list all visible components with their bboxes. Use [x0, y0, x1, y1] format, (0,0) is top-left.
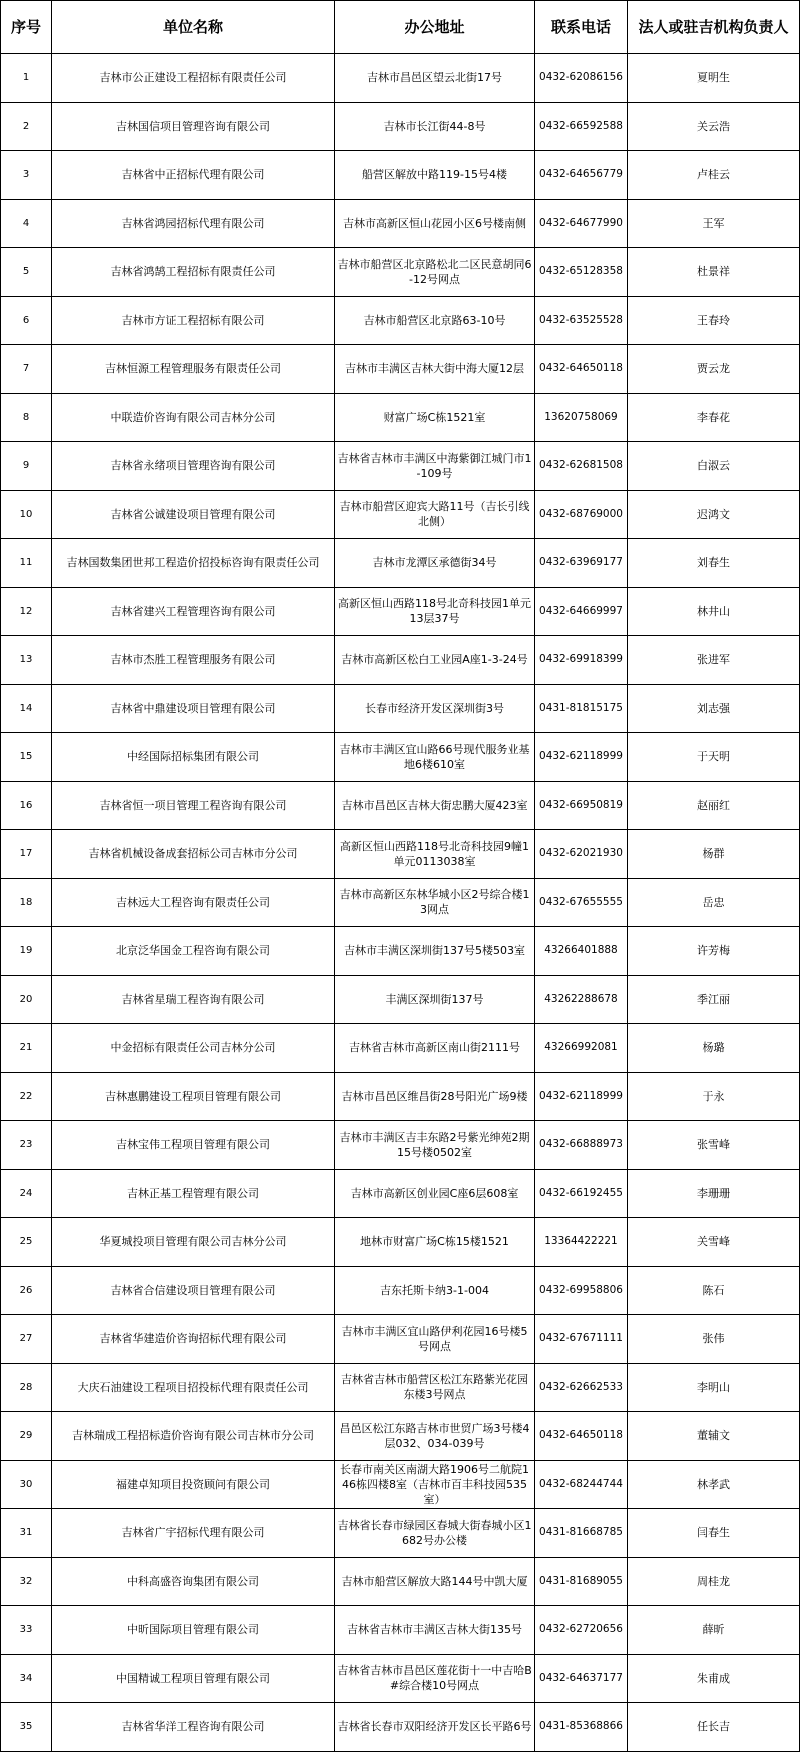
phone-cell: 0432-64656779	[535, 151, 628, 200]
company-name-cell: 吉林宝伟工程项目管理有限公司	[52, 1121, 335, 1170]
table-row	[1, 490, 800, 539]
office-address-cell: 吉林市船营区迎宾大路11号（吉长引线北侧）	[335, 490, 535, 539]
seq-cell: 15	[1, 733, 52, 782]
office-address-cell: 吉林省吉林市昌邑区莲花街十一中吉哈B#综合楼10号网点	[335, 1654, 535, 1703]
phone-cell: 0432-62681508	[535, 442, 628, 491]
company-name-cell: 吉林国数集团世邦工程造价招投标咨询有限责任公司	[52, 539, 335, 588]
office-address-cell: 财富广场C栋1521室	[335, 393, 535, 442]
office-address-cell: 高新区恒山西路118号北奇科技园9幢1单元0113038室	[335, 830, 535, 879]
phone-cell: 0432-68769000	[535, 490, 628, 539]
responsible-person-cell: 许芳梅	[628, 927, 800, 976]
table-row	[1, 636, 800, 685]
phone-cell: 43266992081	[535, 1024, 628, 1073]
office-address-cell: 吉林省吉林市船营区松江东路紫光花园东楼3号网点	[335, 1363, 535, 1412]
responsible-person-cell: 夏明生	[628, 54, 800, 103]
phone-cell: 0432-62118999	[535, 733, 628, 782]
company-name-cell: 吉林市公正建设工程招标有限责任公司	[52, 54, 335, 103]
company-name-cell: 吉林正基工程管理有限公司	[52, 1169, 335, 1218]
header-responsible-person: 法人或驻吉机构负责人	[628, 1, 800, 54]
seq-cell: 20	[1, 975, 52, 1024]
responsible-person-cell: 贾云龙	[628, 345, 800, 394]
seq-cell: 1	[1, 54, 52, 103]
responsible-person-cell: 于天明	[628, 733, 800, 782]
phone-cell: 0432-62086156	[535, 54, 628, 103]
seq-cell: 21	[1, 1024, 52, 1073]
office-address-cell: 吉林省长春市绿园区春城大街春城小区1682号办公楼	[335, 1509, 535, 1558]
responsible-person-cell: 杨群	[628, 830, 800, 879]
responsible-person-cell: 董辅文	[628, 1412, 800, 1461]
responsible-person-cell: 张雪峰	[628, 1121, 800, 1170]
office-address-cell: 吉林市昌邑区吉林大街忠鹏大厦423室	[335, 781, 535, 830]
office-address-cell: 长春市南关区南湖大路1906号二航院146栋四楼8室（吉林市百丰科技园535室）	[335, 1460, 535, 1509]
company-name-cell: 大庆石油建设工程项目招投标代理有限责任公司	[52, 1363, 335, 1412]
office-address-cell: 吉林市船营区解放大路144号中凯大厦	[335, 1557, 535, 1606]
phone-cell: 0432-62662533	[535, 1363, 628, 1412]
seq-cell: 22	[1, 1072, 52, 1121]
office-address-cell: 船营区解放中路119-15号4楼	[335, 151, 535, 200]
office-address-cell: 吉林市高新区松白工业园A座1-3-24号	[335, 636, 535, 685]
phone-cell: 43262288678	[535, 975, 628, 1024]
responsible-person-cell: 卢桂云	[628, 151, 800, 200]
table-row	[1, 1072, 800, 1121]
phone-cell: 0432-64650118	[535, 345, 628, 394]
phone-cell: 0432-63969177	[535, 539, 628, 588]
responsible-person-cell: 陈石	[628, 1266, 800, 1315]
table-row	[1, 296, 800, 345]
header-seq: 序号	[1, 1, 52, 54]
table-row	[1, 1557, 800, 1606]
phone-cell: 13364422221	[535, 1218, 628, 1267]
company-name-cell: 吉林省中鼎建设项目管理有限公司	[52, 684, 335, 733]
responsible-person-cell: 任长吉	[628, 1703, 800, 1752]
seq-cell: 9	[1, 442, 52, 491]
seq-cell: 16	[1, 781, 52, 830]
table-row	[1, 975, 800, 1024]
office-address-cell: 吉林市丰满区深圳街137号5楼503室	[335, 927, 535, 976]
company-name-cell: 吉林市杰胜工程管理服务有限公司	[52, 636, 335, 685]
header-office-address: 办公地址	[335, 1, 535, 54]
responsible-person-cell: 李明山	[628, 1363, 800, 1412]
company-name-cell: 吉林省广宇招标代理有限公司	[52, 1509, 335, 1558]
responsible-person-cell: 张伟	[628, 1315, 800, 1364]
table-row	[1, 781, 800, 830]
responsible-person-cell: 王军	[628, 199, 800, 248]
company-name-cell: 吉林省鸿园招标代理有限公司	[52, 199, 335, 248]
table-row	[1, 248, 800, 297]
responsible-person-cell: 刘春生	[628, 539, 800, 588]
company-name-cell: 吉林省永绪项目管理咨询有限公司	[52, 442, 335, 491]
seq-cell: 25	[1, 1218, 52, 1267]
phone-cell: 0432-66192455	[535, 1169, 628, 1218]
office-address-cell: 地林市财富广场C栋15楼1521	[335, 1218, 535, 1267]
seq-cell: 12	[1, 587, 52, 636]
company-name-cell: 吉林瑞成工程招标造价咨询有限公司吉林市分公司	[52, 1412, 335, 1461]
office-address-cell: 吉林省吉林市丰满区中海紫御江城门市1-109号	[335, 442, 535, 491]
responsible-person-cell: 杨璐	[628, 1024, 800, 1073]
office-address-cell: 高新区恒山西路118号北奇科技园1单元13层37号	[335, 587, 535, 636]
company-name-cell: 吉林省鸿鹄工程招标有限责任公司	[52, 248, 335, 297]
phone-cell: 0432-66888973	[535, 1121, 628, 1170]
seq-cell: 24	[1, 1169, 52, 1218]
company-name-cell: 吉林恒源工程管理服务有限责任公司	[52, 345, 335, 394]
table-row	[1, 442, 800, 491]
responsible-person-cell: 关雪峰	[628, 1218, 800, 1267]
company-name-cell: 吉林远大工程咨询有限责任公司	[52, 878, 335, 927]
company-name-cell: 华夏城投项目管理有限公司吉林分公司	[52, 1218, 335, 1267]
phone-cell: 0431-81815175	[535, 684, 628, 733]
responsible-person-cell: 白淑云	[628, 442, 800, 491]
table-row	[1, 393, 800, 442]
table-row	[1, 878, 800, 927]
seq-cell: 10	[1, 490, 52, 539]
table-row	[1, 1024, 800, 1073]
table-row	[1, 345, 800, 394]
responsible-person-cell: 赵丽红	[628, 781, 800, 830]
seq-cell: 6	[1, 296, 52, 345]
phone-cell: 0432-62118999	[535, 1072, 628, 1121]
phone-cell: 13620758069	[535, 393, 628, 442]
seq-cell: 8	[1, 393, 52, 442]
company-name-cell: 吉林省中正招标代理有限公司	[52, 151, 335, 200]
company-name-cell: 吉林国信项目管理咨询有限公司	[52, 102, 335, 151]
seq-cell: 17	[1, 830, 52, 879]
table-row	[1, 1266, 800, 1315]
seq-cell: 35	[1, 1703, 52, 1752]
phone-cell: 0432-66950819	[535, 781, 628, 830]
office-address-cell: 吉林省长春市双阳经济开发区长平路6号	[335, 1703, 535, 1752]
responsible-person-cell: 季江丽	[628, 975, 800, 1024]
phone-cell: 0432-67655555	[535, 878, 628, 927]
phone-cell: 0432-69958806	[535, 1266, 628, 1315]
seq-cell: 28	[1, 1363, 52, 1412]
phone-cell: 0432-67671111	[535, 1315, 628, 1364]
office-address-cell: 吉林市长江街44-8号	[335, 102, 535, 151]
table-row	[1, 733, 800, 782]
responsible-person-cell: 林孝武	[628, 1460, 800, 1509]
table-row	[1, 830, 800, 879]
responsible-person-cell: 周桂龙	[628, 1557, 800, 1606]
header-phone: 联系电话	[535, 1, 628, 54]
table-row	[1, 151, 800, 200]
company-name-cell: 中国精诚工程项目管理有限公司	[52, 1654, 335, 1703]
phone-cell: 0432-62021930	[535, 830, 628, 879]
phone-cell: 0432-68244744	[535, 1460, 628, 1509]
office-address-cell: 吉林市昌邑区望云北街17号	[335, 54, 535, 103]
office-address-cell: 吉林省吉林市丰满区吉林大街135号	[335, 1606, 535, 1655]
responsible-person-cell: 李春花	[628, 393, 800, 442]
table-row	[1, 587, 800, 636]
responsible-person-cell: 刘志强	[628, 684, 800, 733]
office-address-cell: 吉林市昌邑区维昌街28号阳光广场9楼	[335, 1072, 535, 1121]
company-name-cell: 吉林省公诚建设项目管理有限公司	[52, 490, 335, 539]
seq-cell: 27	[1, 1315, 52, 1364]
seq-cell: 31	[1, 1509, 52, 1558]
office-address-cell: 吉林市龙潭区承德街34号	[335, 539, 535, 588]
company-name-cell: 中昕国际项目管理有限公司	[52, 1606, 335, 1655]
office-address-cell: 吉林市丰满区宜山路66号现代服务业基地6楼610室	[335, 733, 535, 782]
table-row	[1, 199, 800, 248]
table-row	[1, 1703, 800, 1752]
company-name-cell: 吉林省合信建设项目管理有限公司	[52, 1266, 335, 1315]
company-name-cell: 中金招标有限责任公司吉林分公司	[52, 1024, 335, 1073]
responsible-person-cell: 闫春生	[628, 1509, 800, 1558]
responsible-person-cell: 王春玲	[628, 296, 800, 345]
phone-cell: 0432-65128358	[535, 248, 628, 297]
office-address-cell: 吉林市丰满区吉丰东路2号紫光绅苑2期15号楼0502室	[335, 1121, 535, 1170]
table-row	[1, 684, 800, 733]
office-address-cell: 吉林市丰满区吉林大街中海大厦12层	[335, 345, 535, 394]
table-body	[1, 54, 800, 1752]
responsible-person-cell: 岳忠	[628, 878, 800, 927]
phone-cell: 0431-81668785	[535, 1509, 628, 1558]
seq-cell: 32	[1, 1557, 52, 1606]
office-address-cell: 吉林市高新区创业园C座6层608室	[335, 1169, 535, 1218]
seq-cell: 2	[1, 102, 52, 151]
table-row	[1, 54, 800, 103]
seq-cell: 23	[1, 1121, 52, 1170]
company-name-cell: 吉林惠鹏建设工程项目管理有限公司	[52, 1072, 335, 1121]
seq-cell: 11	[1, 539, 52, 588]
header-row	[1, 1, 800, 54]
seq-cell: 3	[1, 151, 52, 200]
seq-cell: 4	[1, 199, 52, 248]
seq-cell: 14	[1, 684, 52, 733]
responsible-person-cell: 关云浩	[628, 102, 800, 151]
table-row	[1, 102, 800, 151]
company-name-cell: 吉林省建兴工程管理咨询有限公司	[52, 587, 335, 636]
company-name-cell: 北京泛华国金工程咨询有限公司	[52, 927, 335, 976]
responsible-person-cell: 张进军	[628, 636, 800, 685]
office-address-cell: 丰满区深圳街137号	[335, 975, 535, 1024]
table-row	[1, 1654, 800, 1703]
company-name-cell: 吉林省恒一项目管理工程咨询有限公司	[52, 781, 335, 830]
table-row	[1, 1606, 800, 1655]
table-row	[1, 927, 800, 976]
phone-cell: 0432-64650118	[535, 1412, 628, 1461]
company-name-cell: 中经国际招标集团有限公司	[52, 733, 335, 782]
table-row	[1, 1509, 800, 1558]
phone-cell: 0432-69918399	[535, 636, 628, 685]
office-address-cell: 长春市经济开发区深圳街3号	[335, 684, 535, 733]
office-address-cell: 吉林市丰满区宜山路伊利花园16号楼5号网点	[335, 1315, 535, 1364]
company-name-cell: 中科高盛咨询集团有限公司	[52, 1557, 335, 1606]
responsible-person-cell: 杜景祥	[628, 248, 800, 297]
table-row	[1, 1412, 800, 1461]
seq-cell: 19	[1, 927, 52, 976]
responsible-person-cell: 迟鸿文	[628, 490, 800, 539]
office-address-cell: 吉林市高新区东林华城小区2号综合楼13网点	[335, 878, 535, 927]
office-address-cell: 吉东托斯卡纳3-1-004	[335, 1266, 535, 1315]
seq-cell: 26	[1, 1266, 52, 1315]
company-name-cell: 吉林省机械设备成套招标公司吉林市分公司	[52, 830, 335, 879]
seq-cell: 34	[1, 1654, 52, 1703]
company-name-cell: 中联造价咨询有限公司吉林分公司	[52, 393, 335, 442]
seq-cell: 33	[1, 1606, 52, 1655]
seq-cell: 30	[1, 1460, 52, 1509]
table-row	[1, 1169, 800, 1218]
phone-cell: 0431-85368866	[535, 1703, 628, 1752]
responsible-person-cell: 薛昕	[628, 1606, 800, 1655]
office-address-cell: 吉林市船营区北京路63-10号	[335, 296, 535, 345]
seq-cell: 7	[1, 345, 52, 394]
seq-cell: 13	[1, 636, 52, 685]
table-row	[1, 1315, 800, 1364]
office-address-cell: 吉林市高新区恒山花园小区6号楼南侧	[335, 199, 535, 248]
phone-cell: 0432-64669997	[535, 587, 628, 636]
phone-cell: 0432-64677990	[535, 199, 628, 248]
office-address-cell: 昌邑区松江东路吉林市世贸广场3号楼4层032、034-039号	[335, 1412, 535, 1461]
office-address-cell: 吉林市船营区北京路松北二区民意胡同6-12号网点	[335, 248, 535, 297]
table-row	[1, 1363, 800, 1412]
table-row	[1, 1218, 800, 1267]
company-name-cell: 吉林市方证工程招标有限公司	[52, 296, 335, 345]
phone-cell: 43266401888	[535, 927, 628, 976]
company-name-cell: 吉林省华建造价咨询招标代理有限公司	[52, 1315, 335, 1364]
responsible-person-cell: 朱甫成	[628, 1654, 800, 1703]
responsible-person-cell: 于永	[628, 1072, 800, 1121]
table-row	[1, 1121, 800, 1170]
table-row	[1, 1460, 800, 1509]
responsible-person-cell: 林井山	[628, 587, 800, 636]
seq-cell: 29	[1, 1412, 52, 1461]
company-name-cell: 福建卓知项目投资顾问有限公司	[52, 1460, 335, 1509]
phone-cell: 0431-81689055	[535, 1557, 628, 1606]
phone-cell: 0432-66592588	[535, 102, 628, 151]
table-row	[1, 539, 800, 588]
office-address-cell: 吉林省吉林市高新区南山街2111号	[335, 1024, 535, 1073]
header-company-name: 单位名称	[52, 1, 335, 54]
phone-cell: 0432-62720656	[535, 1606, 628, 1655]
company-name-cell: 吉林省华洋工程咨询有限公司	[52, 1703, 335, 1752]
company-name-cell: 吉林省星瑞工程咨询有限公司	[52, 975, 335, 1024]
responsible-person-cell: 李珊珊	[628, 1169, 800, 1218]
seq-cell: 18	[1, 878, 52, 927]
phone-cell: 0432-63525528	[535, 296, 628, 345]
seq-cell: 5	[1, 248, 52, 297]
phone-cell: 0432-64637177	[535, 1654, 628, 1703]
